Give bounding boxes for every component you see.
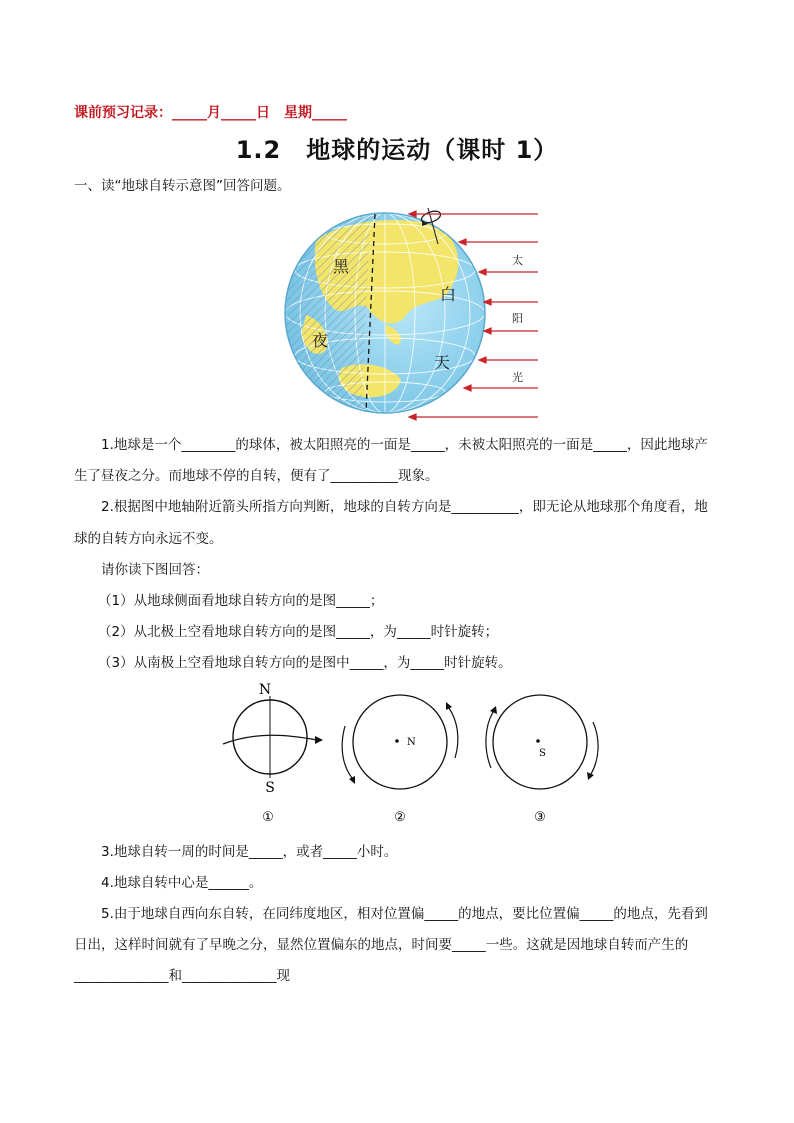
preview-record-header: 课前预习记录：_____月_____日 星期_____ bbox=[74, 105, 347, 121]
figure-1-north-label: N bbox=[258, 682, 272, 698]
figure-2-pole-label: N bbox=[407, 737, 416, 748]
figure-3-caption: ③ bbox=[534, 810, 546, 825]
rotation-direction-figures bbox=[215, 678, 615, 828]
label-day-1: 白 bbox=[440, 285, 457, 304]
section1-prompt: 一、读“地球自转示意图”回答问题。 bbox=[74, 178, 291, 194]
sub-question-1: （1）从地球侧面看地球自转方向的是图_____； bbox=[98, 593, 384, 609]
question-3: 3.地球自转一周的时间是_____，或者_____小时。 bbox=[101, 844, 398, 860]
sub-question-3: （3）从南极上空看地球自转方向的是图中_____，为_____时针旋转。 bbox=[98, 655, 512, 671]
label-sun-3: 光 bbox=[512, 371, 523, 384]
question-1-line-1: 1.地球是一个________的球体，被太阳照亮的一面是_____，未被太阳照亮的一面是_____，因此地球产 bbox=[101, 437, 708, 453]
figure-3-south-pole-view bbox=[486, 695, 598, 825]
figure-1-south-label: S bbox=[265, 780, 275, 796]
figure-2-caption: ② bbox=[394, 810, 406, 825]
figure-3-pole-label: S bbox=[539, 748, 546, 759]
question-5-line-2: 日出，这样时间就有了早晚之分，显然位置偏东的地点，时间要_____一些。这就是因地球自转而产生的 bbox=[74, 937, 689, 953]
label-day-2: 天 bbox=[434, 353, 451, 372]
label-night-2: 夜 bbox=[312, 331, 329, 350]
label-sun-1: 太 bbox=[512, 254, 523, 267]
page-title: 1.2 地球的运动（课时 1） bbox=[235, 136, 559, 164]
question-2-line-2: 球的自转方向永远不变。 bbox=[74, 531, 223, 547]
figure-2-north-pole-view bbox=[342, 695, 458, 825]
question-4: 4.地球自转中心是______。 bbox=[101, 875, 263, 891]
figure-1-caption: ① bbox=[262, 810, 274, 825]
globe bbox=[276, 205, 485, 420]
question-2-line-1: 2.根据图中地轴附近箭头所指方向判断，地球的自转方向是__________，即无论从地球那个角度看，地 bbox=[101, 499, 708, 515]
label-sun-2: 阳 bbox=[512, 312, 523, 325]
sub-question-2: （2）从北极上空看地球自转方向的是图_____，为_____时针旋转； bbox=[98, 624, 499, 640]
label-night-1: 黑 bbox=[333, 257, 350, 276]
question-1-line-2: 生了昼夜之分。而地球不停的自转，便有了__________现象。 bbox=[74, 468, 439, 484]
read-figure-prompt: 请你读下图回答： bbox=[101, 562, 209, 578]
question-5-line-3: ______________和______________现 bbox=[74, 968, 290, 984]
earth-rotation-diagram bbox=[276, 200, 546, 425]
figure-1-side-view bbox=[223, 682, 323, 825]
question-5-line-1: 5.由于地球自西向东自转，在同纬度地区，相对位置偏_____的地点，要比位置偏_____的地点，先看到 bbox=[101, 906, 708, 922]
